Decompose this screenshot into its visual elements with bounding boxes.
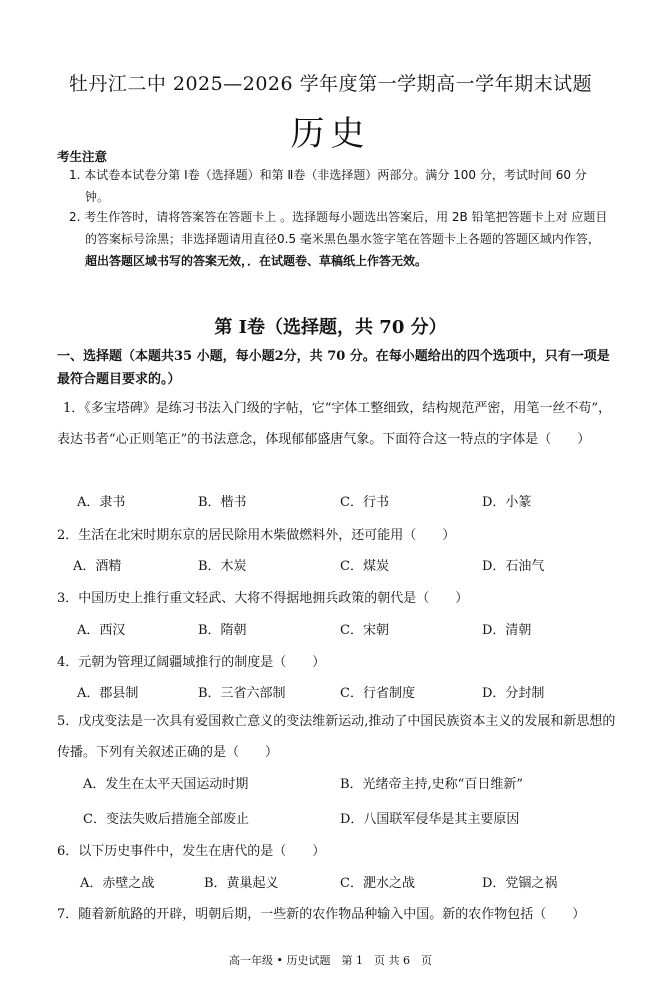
subject-title: 历史 xyxy=(290,114,371,154)
notice-item-1 xyxy=(69,164,609,208)
notice-heading: 考生注意 xyxy=(57,149,108,164)
section-title: 第 Ⅰ卷（选择题，共 70 分） xyxy=(214,317,447,338)
question-2-option-a: A．酒精 xyxy=(73,559,122,574)
question-1-option-d: D．小篆 xyxy=(482,495,532,510)
question-1-option-a: A．隶书 xyxy=(77,495,126,510)
page-footer: 高一年级 • 历史试题 第 1 页 共 6 页 xyxy=(229,954,432,967)
notice-item-2 xyxy=(69,206,609,272)
question-3-stem: 3．中国历史上推行重文轻武、大将不得据地拥兵政策的朝代是（ ） xyxy=(57,591,469,606)
notice-item-2-text: 2. 考生作答时，请将答案答在答题卡上 。选择题每小题选出答案后，用 2B 铅笔把答题卡上对 应题目的答案标号涂黑；非选择题请用直径0.5 毫米黑色墨水签字笔在答题卡上各题的答题区域内作答， xyxy=(69,210,608,246)
question-5-stem: 5．戊戌变法是一次具有爱国救亡意义的变法维新运动,推动了中国民族资本主义的发展和新思想的传播。下列有关叙述正确的是（ ） xyxy=(57,714,616,760)
exam-title: 牡丹江二中 2025—2026 学年度第一学期高一学年期末试题 xyxy=(68,73,593,95)
question-5-option-c: C．变法失败后措施全部废止 xyxy=(83,812,249,827)
question-1-option-b: B．楷书 xyxy=(198,495,247,510)
question-5-option-a: A．发生在太平天国运动时期 xyxy=(83,777,249,792)
question-2-option-c: C．煤炭 xyxy=(340,559,389,574)
question-2-stem: 2．生活在北宋时期东京的居民除用木柴做燃料外，还可能用（ ） xyxy=(57,528,456,543)
question-6-option-c: C．淝水之战 xyxy=(340,876,415,891)
question-6-option-b: B．黄巢起义 xyxy=(204,876,279,891)
question-7-stem: 7．随着新航路的开辟，明朝后期，一些新的农作物品种输入中国。新的农作物包括（ ） xyxy=(57,907,586,922)
question-2-option-d: D．石油气 xyxy=(482,559,545,574)
question-6-stem: 6．以下历史事件中，发生在唐代的是（ ） xyxy=(57,844,326,859)
question-4-stem: 4．元朝为管理辽阔疆域推行的制度是（ ） xyxy=(57,655,326,670)
question-1-option-c: C．行书 xyxy=(340,495,389,510)
question-4-option-b: B．三省六部制 xyxy=(198,686,286,701)
question-3-option-d: D．清朝 xyxy=(482,623,532,638)
section-intro: 一、选择题（本题共35 小题，每小题2分，共 70 分。在每小题给出的四个选项中，只有一项是最符合题目要求的。） xyxy=(57,349,610,387)
question-4-option-c: C．行省制度 xyxy=(340,686,415,701)
question-6-option-a: A．赤壁之战 xyxy=(80,876,155,891)
question-3-option-a: A．西汉 xyxy=(77,623,126,638)
question-5-option-d: D．八国联军侵华是其主要原因 xyxy=(340,812,520,827)
question-6-option-d: D．党锢之祸 xyxy=(482,876,558,891)
question-1-stem: 1．《多宝塔碑》是练习书法入门级的字帖，它“字体工整细致，结构规范严密，用笔一丝不苟”，表达书者“心正则笔正”的书法意念，体现郁郁盛唐气象。下面符合这一特点的字体是（ ） xyxy=(57,401,612,447)
question-4-option-a: A．郡县制 xyxy=(77,686,139,701)
question-5-option-b: B．光绪帝主持,史称“百日维新” xyxy=(340,777,523,792)
notice-item-2-bold: 超出答题区域书写的答案无效，．在试题卷、草稿纸上作答无效。 xyxy=(85,254,428,268)
question-3-option-c: C．宋朝 xyxy=(340,623,389,638)
question-3-option-b: B．隋朝 xyxy=(198,623,247,638)
notice-item-1-text: 1. 本试卷本试卷分第 Ⅰ卷（选择题）和第 Ⅱ卷（非选择题）两部分。满分 100 分，考试时间 60 分钟。 xyxy=(69,168,587,204)
question-4-option-d: D．分封制 xyxy=(482,686,545,701)
question-2-option-b: B．木炭 xyxy=(198,559,247,574)
